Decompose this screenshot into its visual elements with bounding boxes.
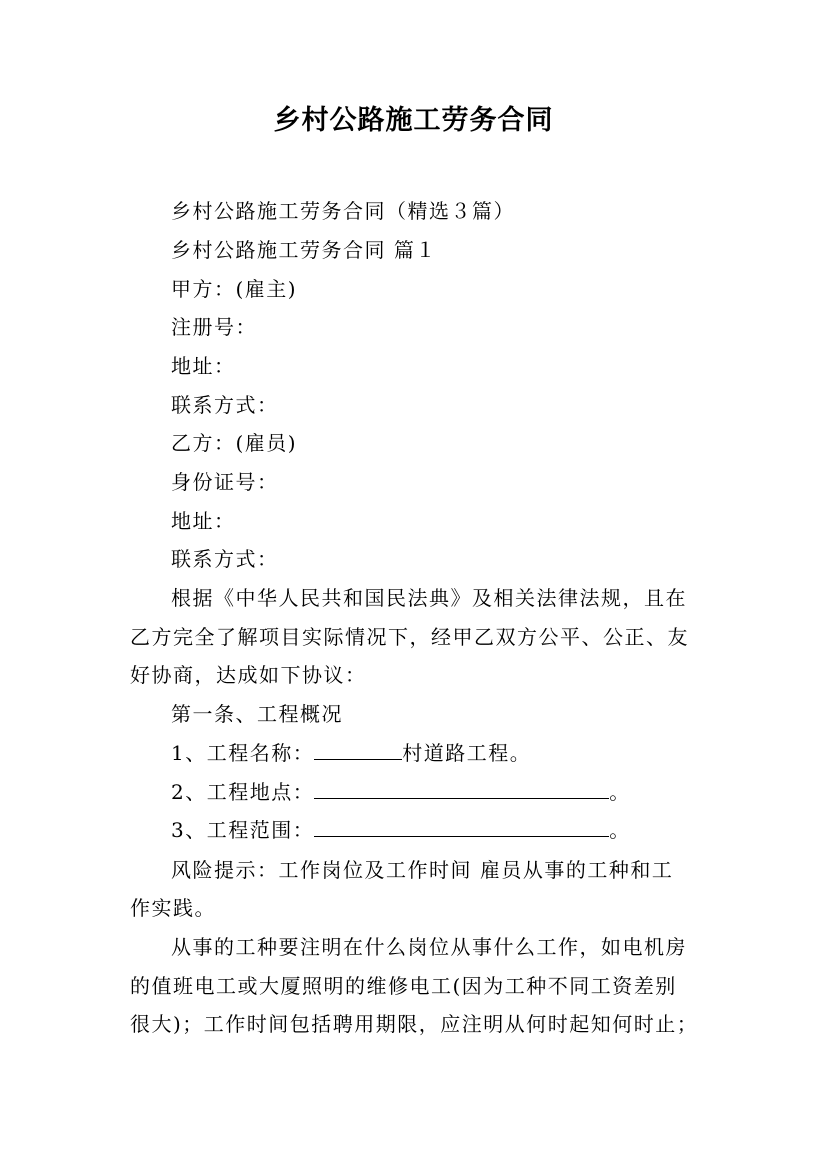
item-label: 3、工程范围： [171, 818, 315, 842]
item-label: 1、工程名称： [171, 741, 315, 765]
subtitle-line: 乡村公路施工劳务合同（精选３篇） [171, 199, 515, 223]
risk-note-line: 作实践。 [130, 896, 216, 920]
paragraph-line: 的值班电工或大厦照明的维修电工(因为工种不同工资差别 [130, 974, 677, 998]
id-number-label: 身份证号： [171, 470, 279, 494]
fill-in-blank [314, 778, 609, 799]
project-scope-item [171, 816, 631, 844]
paragraph-line: 很大)；工作时间包括聘用期限，应注明从何时起知何时止； [130, 1012, 699, 1036]
contact-label-a: 联系方式： [171, 393, 279, 417]
fill-in-blank [314, 739, 402, 760]
contact-label-b: 联系方式： [171, 547, 279, 571]
item-suffix: 。 [609, 780, 631, 804]
item-label: 2、工程地点： [171, 780, 315, 804]
address-label-a: 地址： [171, 354, 236, 378]
project-name-item [171, 739, 531, 767]
paragraph-line: 乙方完全了解项目实际情况下，经甲乙双方公平、公正、友 [130, 625, 689, 649]
fill-in-blank [314, 816, 609, 837]
party-b-label: 乙方：(雇员) [171, 431, 298, 455]
paragraph-line: 好协商，达成如下协议： [130, 663, 367, 687]
paragraph-line: 从事的工种要注明在什么岗位从事什么工作，如电机房 [171, 935, 687, 959]
party-a-label: 甲方：(雇主) [171, 277, 298, 301]
address-label-b: 地址： [171, 509, 236, 533]
item-suffix: 。 [609, 818, 631, 842]
paragraph-line: 根据《中华人民共和国民法典》及相关法律法规，且在 [171, 586, 687, 610]
registration-number-label: 注册号： [171, 315, 257, 339]
article-heading: 第一条、工程概况 [171, 702, 343, 726]
section-heading: 乡村公路施工劳务合同 篇１ [171, 238, 437, 262]
item-suffix: 村道路工程。 [402, 741, 532, 765]
document-title: 乡村公路施工劳务合同 [273, 105, 554, 136]
risk-note-line: 风险提示：工作岗位及工作时间 雇员从事的工种和工 [171, 858, 674, 882]
project-location-item [171, 778, 631, 806]
